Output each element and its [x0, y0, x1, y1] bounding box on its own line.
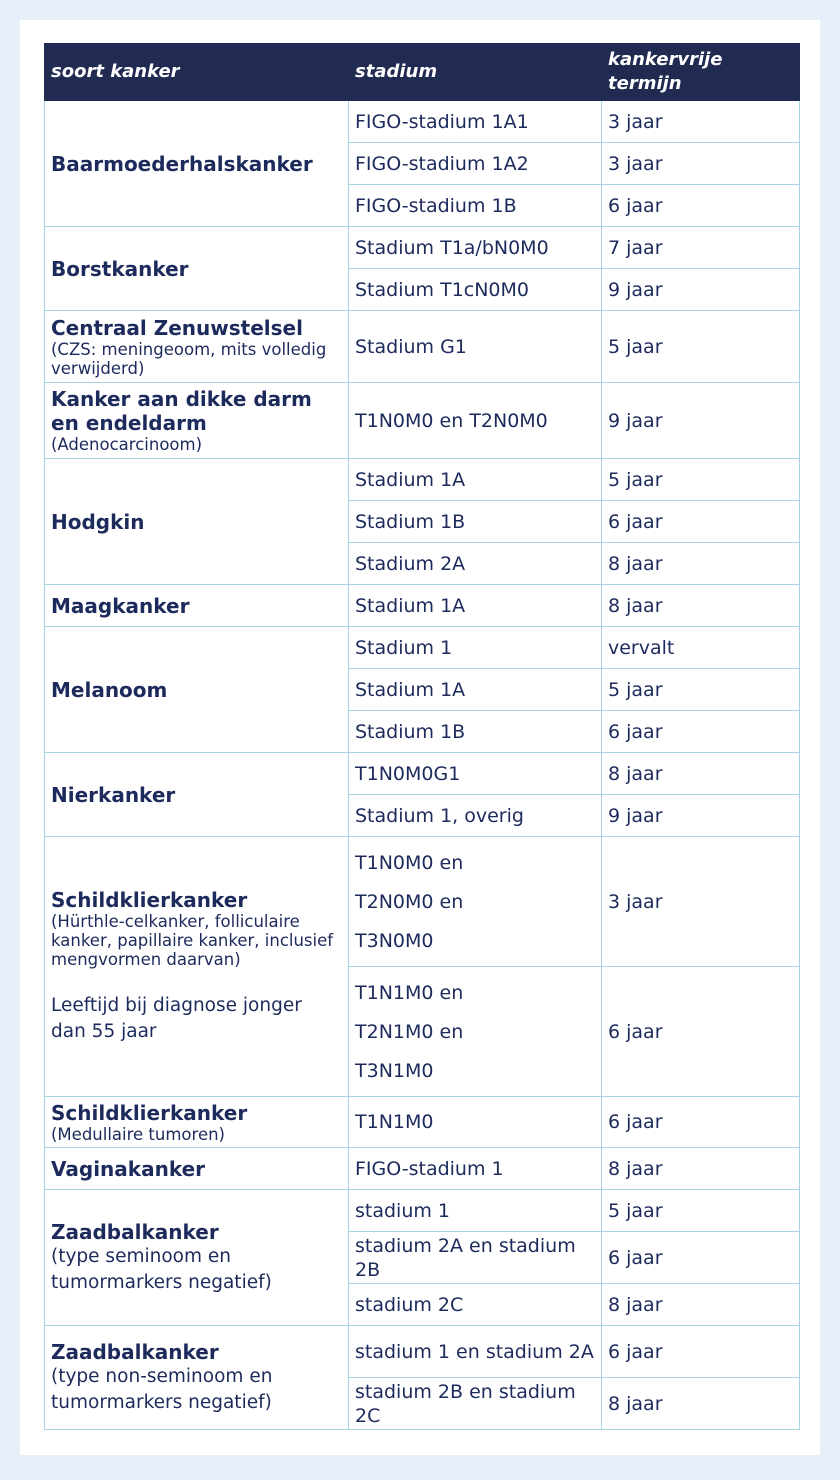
stage-cell: stadium 2B en stadium 2C	[349, 1378, 602, 1430]
cancer-type-cell: Borstkanker	[45, 227, 349, 311]
term-cell: 6 jaar	[602, 1097, 800, 1148]
term-cell: 8 jaar	[602, 753, 800, 795]
stage-cell: T1N1M0	[349, 1097, 602, 1148]
stage-cell: T1N1M0 en T2N1M0 en T3N1M0	[349, 967, 602, 1097]
term-cell: 9 jaar	[602, 795, 800, 837]
stage-cell: stadium 1 en stadium 2A	[349, 1326, 602, 1378]
table-row	[45, 227, 800, 269]
term-cell: 7 jaar	[602, 227, 800, 269]
term-cell: 3 jaar	[602, 143, 800, 185]
cancer-type-cell: Zaadbalkanker (type seminoom en tumormarkers negatief)	[45, 1190, 349, 1326]
table-row	[45, 1148, 800, 1190]
stage-cell: FIGO-stadium 1A1	[349, 101, 602, 143]
term-cell: 5 jaar	[602, 459, 800, 501]
term-cell: 8 jaar	[602, 585, 800, 627]
stage-cell: Stadium 1	[349, 627, 602, 669]
cancer-type-cell: Hodgkin	[45, 459, 349, 585]
stage-cell: Stadium 1A	[349, 585, 602, 627]
term-cell: 6 jaar	[602, 967, 800, 1097]
cancer-type-cell: Zaadbalkanker (type non-seminoom en tumormarkers negatief)	[45, 1326, 349, 1430]
header-term: kankervrije termijn	[602, 44, 800, 101]
term-cell: 6 jaar	[602, 1232, 800, 1284]
term-cell: 5 jaar	[602, 1190, 800, 1232]
stage-cell: Stadium T1cN0M0	[349, 269, 602, 311]
stage-cell: Stadium 1A	[349, 459, 602, 501]
table-row	[45, 1097, 800, 1148]
table-row	[45, 1190, 800, 1232]
term-cell: 8 jaar	[602, 1148, 800, 1190]
table-row	[45, 459, 800, 501]
term-cell: 9 jaar	[602, 269, 800, 311]
cancer-type-cell: Schildklierkanker (Hürthle-celkanker, folliculaire kanker, papillaire kanker, inclusief mengvormen daarvan) Leeftijd bij diagnose jonger dan 55 jaar	[45, 837, 349, 1097]
cancer-type-cell: Baarmoederhalskanker	[45, 101, 349, 227]
header-cancer-type: soort kanker	[45, 44, 349, 101]
stage-cell: T1N0M0 en T2N0M0	[349, 383, 602, 459]
term-cell: 3 jaar	[602, 101, 800, 143]
table-row	[45, 311, 800, 383]
term-cell: 9 jaar	[602, 383, 800, 459]
term-cell: 8 jaar	[602, 543, 800, 585]
stage-cell: Stadium 1, overig	[349, 795, 602, 837]
table-row	[45, 585, 800, 627]
term-cell: 8 jaar	[602, 1284, 800, 1326]
stage-cell: T1N0M0 en T2N0M0 en T3N0M0	[349, 837, 602, 967]
table-row	[45, 627, 800, 669]
term-cell: vervalt	[602, 627, 800, 669]
term-cell: 6 jaar	[602, 1326, 800, 1378]
term-cell: 5 jaar	[602, 669, 800, 711]
stage-cell: stadium 1	[349, 1190, 602, 1232]
cancer-type-cell: Melanoom	[45, 627, 349, 753]
table-row	[45, 101, 800, 143]
term-cell: 6 jaar	[602, 501, 800, 543]
cancer-type-cell: Kanker aan dikke darm en endeldarm (Adenocarcinoom)	[45, 383, 349, 459]
cancer-type-cell: Maagkanker	[45, 585, 349, 627]
stage-cell: FIGO-stadium 1A2	[349, 143, 602, 185]
term-cell: 6 jaar	[602, 185, 800, 227]
stage-cell: Stadium 2A	[349, 543, 602, 585]
stage-cell: Stadium G1	[349, 311, 602, 383]
stage-cell: Stadium 1B	[349, 501, 602, 543]
cancer-type-cell: Schildklierkanker (Medullaire tumoren)	[45, 1097, 349, 1148]
stage-cell: Stadium 1A	[349, 669, 602, 711]
term-cell: 5 jaar	[602, 311, 800, 383]
cancer-type-cell: Vaginakanker	[45, 1148, 349, 1190]
cancer-term-table	[44, 43, 800, 1430]
stage-cell: stadium 2A en stadium 2B	[349, 1232, 602, 1284]
header-stage: stadium	[349, 44, 602, 101]
table-row	[45, 837, 800, 967]
term-cell: 8 jaar	[602, 1378, 800, 1430]
stage-cell: T1N0M0G1	[349, 753, 602, 795]
stage-cell: FIGO-stadium 1	[349, 1148, 602, 1190]
table-row	[45, 383, 800, 459]
stage-cell: Stadium 1B	[349, 711, 602, 753]
stage-cell: Stadium T1a/bN0M0	[349, 227, 602, 269]
term-cell: 6 jaar	[602, 711, 800, 753]
stage-cell: FIGO-stadium 1B	[349, 185, 602, 227]
cancer-type-cell: Centraal Zenuwstelsel (CZS: meningeoom, mits volledig verwijderd)	[45, 311, 349, 383]
table-row	[45, 1326, 800, 1378]
table-header-row	[45, 44, 800, 101]
cancer-type-cell: Nierkanker	[45, 753, 349, 837]
table-row	[45, 753, 800, 795]
stage-cell: stadium 2C	[349, 1284, 602, 1326]
term-cell: 3 jaar	[602, 837, 800, 967]
